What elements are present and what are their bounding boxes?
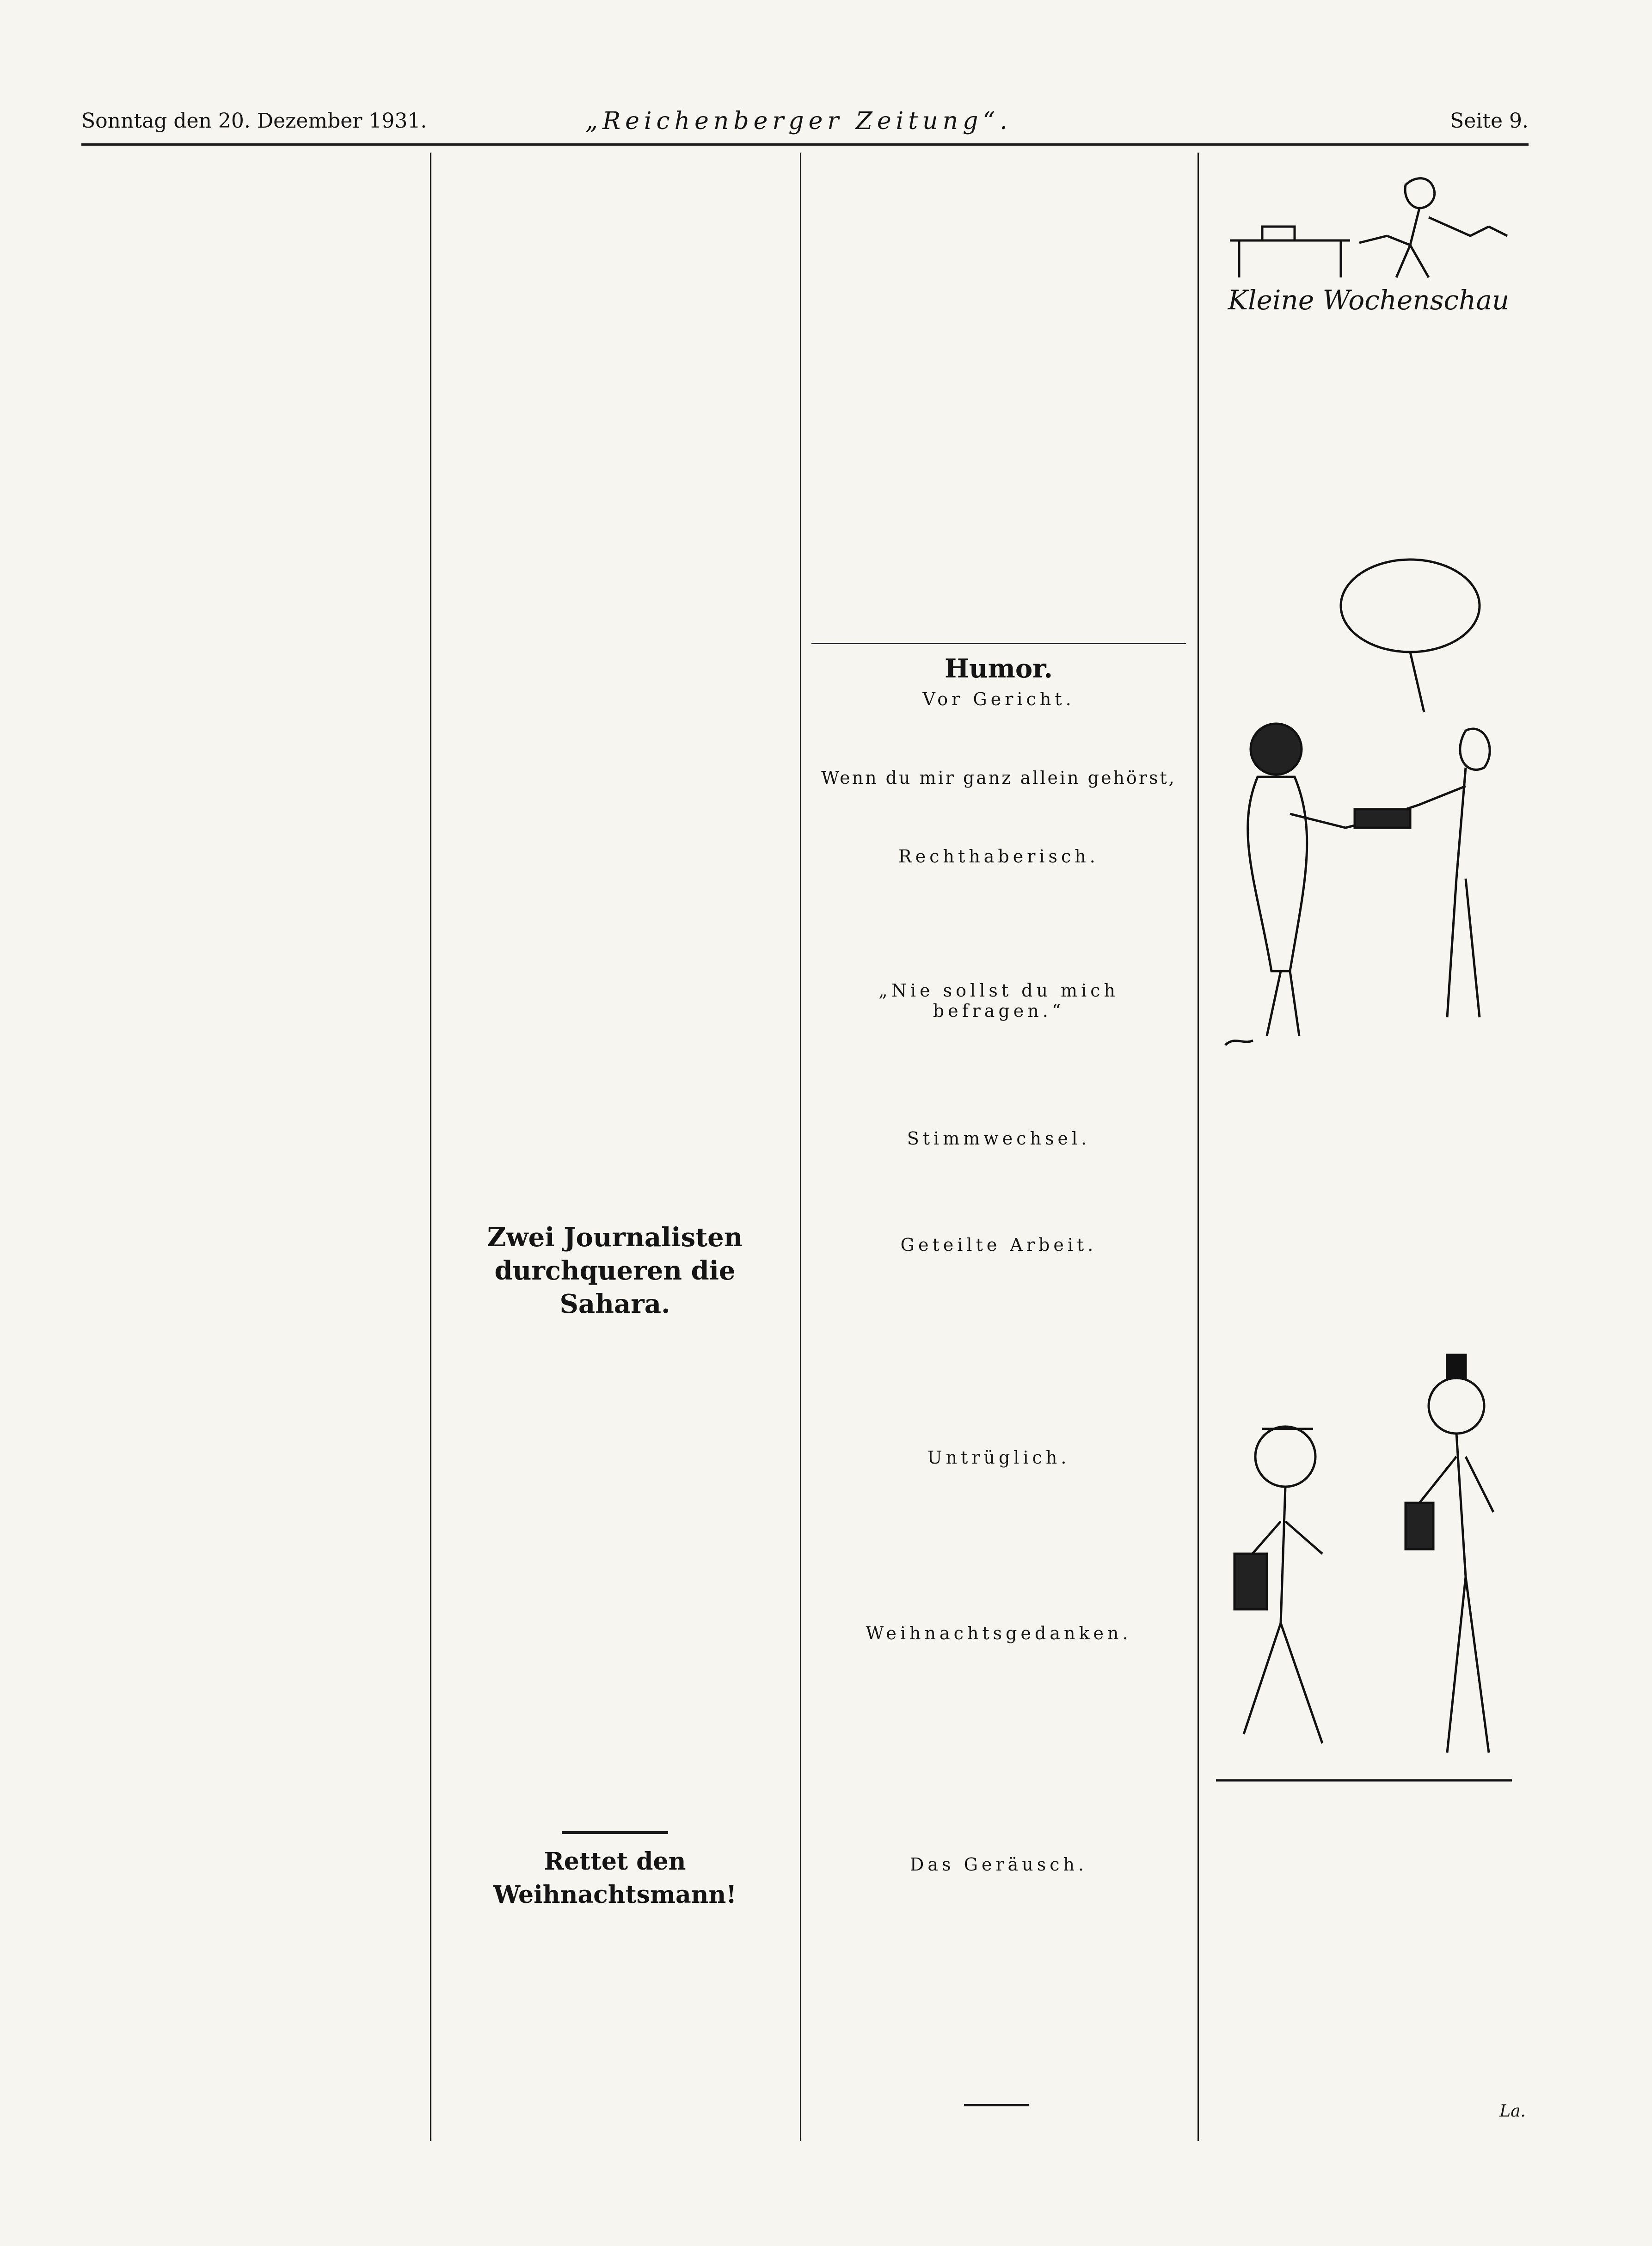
couple-with-gift-drawing-icon <box>1207 555 1530 1068</box>
verse-block <box>1207 1087 1530 1091</box>
column-2 <box>442 153 788 2141</box>
column-divider <box>1198 153 1199 2141</box>
column-4 <box>1207 153 1530 2141</box>
joke-heading: Das Geräusch. <box>909 1854 1088 1875</box>
column-divider <box>800 153 801 2141</box>
joke-heading: Rechthaberisch. <box>898 846 1099 867</box>
joke-heading: Untrüglich. <box>927 1447 1070 1468</box>
separator <box>811 643 1186 644</box>
issue-date: Sonntag den 20. Dezember 1931. <box>81 109 427 133</box>
article-heading: Zwei Journalisten durchqueren die Sahara. <box>487 1222 743 1319</box>
author-signature: La. <box>1499 2102 1526 2121</box>
joke-heading: „Nie sollst du mich befragen.“ <box>878 980 1119 1021</box>
column-1 <box>81 153 419 2141</box>
column-divider <box>430 153 431 2141</box>
article-heading: Rettet den Weihnachtsmann! <box>493 1847 737 1909</box>
page-number: Seite 9. <box>1450 109 1529 133</box>
newspaper-title: „Reichenberger Zeitung“. <box>585 107 1012 135</box>
joke-heading: Wenn du mir ganz allein gehörst, <box>821 768 1176 788</box>
verse-block <box>1207 1822 1530 1827</box>
section-title: Humor. <box>944 653 1053 684</box>
verse-block <box>1207 347 1530 351</box>
separator <box>562 1831 668 1834</box>
man-at-desk-drawing-icon <box>1211 166 1526 287</box>
joke-heading: Geteilte Arbeit. <box>900 1235 1097 1255</box>
two-men-walking-drawing-icon <box>1207 1336 1530 1813</box>
joke-heading: Stimmwechsel. <box>907 1128 1091 1149</box>
column-3 <box>811 153 1186 2141</box>
separator <box>964 2104 1029 2106</box>
joke-heading: Weihnachtsgedanken. <box>866 1623 1132 1643</box>
drawing-title: Kleine Wochenschau <box>1228 284 1510 316</box>
page-header <box>81 107 1529 140</box>
joke-heading: Vor Gericht. <box>922 689 1075 709</box>
header-rule <box>81 143 1529 146</box>
